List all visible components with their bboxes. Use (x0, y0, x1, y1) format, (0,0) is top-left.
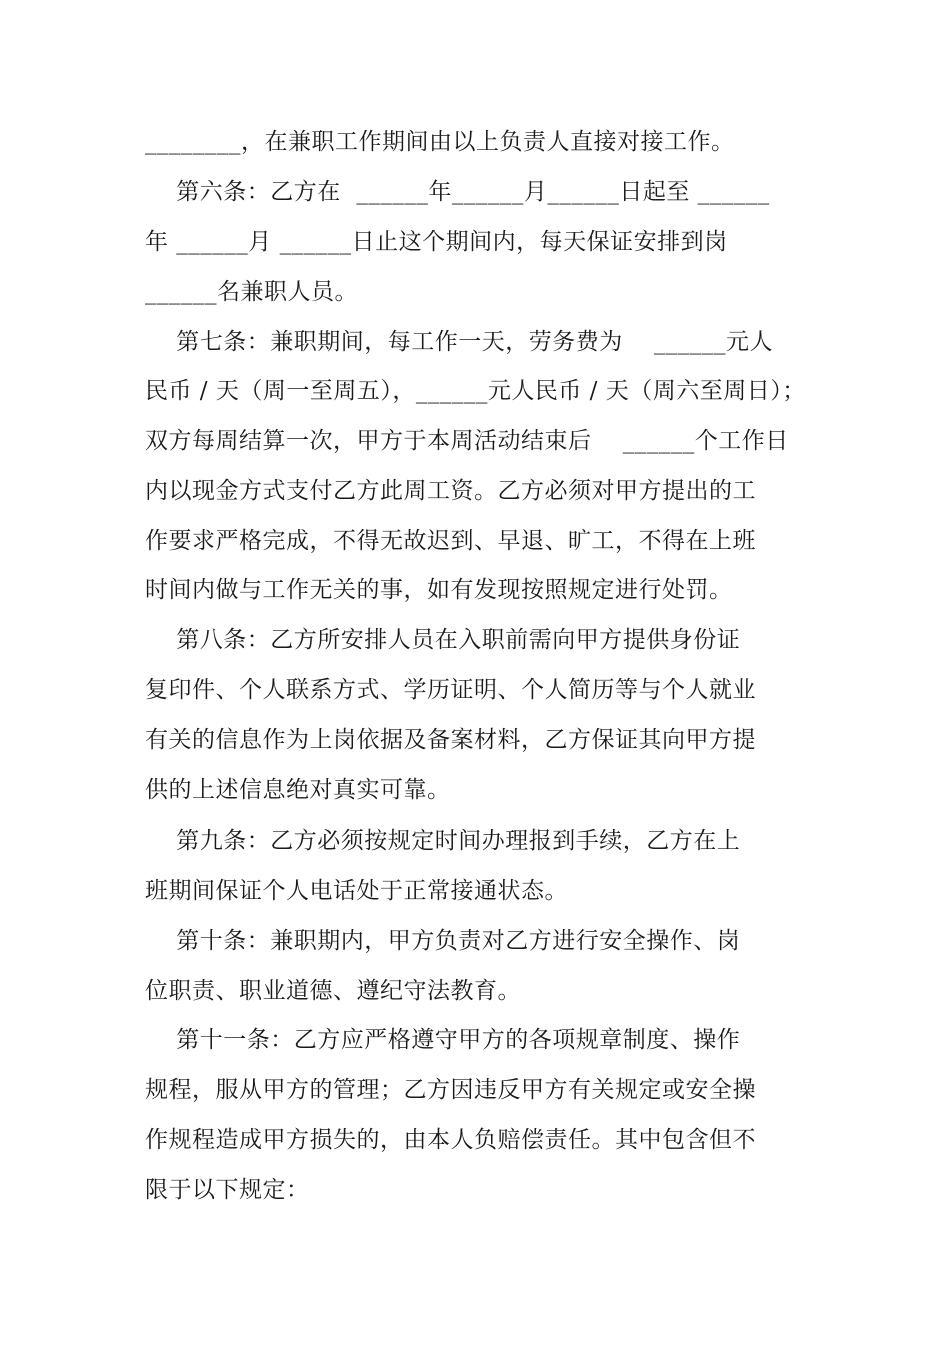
text-line: ________，在兼职工作期间由以上负责人直接对接工作。 (145, 129, 735, 155)
text-line: 双方每周结算一次，甲方于本周活动结束后 ______个工作日 (145, 428, 789, 454)
text-line: 第九条：乙方必须按规定时间办理报到手续，乙方在上 (145, 828, 741, 854)
text-line: 复印件、个人联系方式、学历证明、个人简历等与个人就业 (145, 677, 756, 703)
text-line: 年 ______月 ______日止这个期间内，每天保证安排到岗 (145, 229, 728, 255)
text-line: 供的上述信息绝对真实可靠。 (145, 777, 451, 803)
text-line: 第七条：兼职期间，每工作一天，劳务费为 ______元人 (145, 329, 773, 355)
text-line: 有关的信息作为上岗依据及备案材料，乙方保证其向甲方提 (145, 727, 756, 753)
text-line: 作要求严格完成，不得无故迟到、早退、旷工，不得在上班 (145, 528, 756, 554)
text-line: 限于以下规定： (145, 1177, 310, 1203)
text-line: 班期间保证个人电话处于正常接通状态。 (145, 878, 568, 904)
text-line: 第十条：兼职期内，甲方负责对乙方进行安全操作、岗 (145, 928, 741, 954)
text-line: 作规程造成甲方损失的，由本人负赔偿责任。其中包含但不 (145, 1127, 756, 1153)
text-line: 第十一条：乙方应严格遵守甲方的各项规章制度、操作 (145, 1027, 741, 1053)
text-line: ______名兼职人员。 (145, 279, 358, 305)
text-line: 第八条：乙方所安排人员在入职前需向甲方提供身份证 (145, 627, 741, 653)
text-line: 内以现金方式支付乙方此周工资。乙方必须对甲方提出的工 (145, 478, 756, 504)
text-line: 民币 / 天（周一至周五），______元人民币 / 天（周六至周日）； (145, 378, 806, 404)
text-line: 时间内做与工作无关的事，如有发现按照规定进行处罚。 (145, 577, 733, 603)
text-line: 规程，服从甲方的管理；乙方因违反甲方有关规定或安全操 (145, 1077, 756, 1103)
text-line: 位职责、职业道德、遵纪守法教育。 (145, 978, 521, 1004)
text-line: 第六条：乙方在 ______年______月______日起至 ______ (145, 179, 770, 205)
